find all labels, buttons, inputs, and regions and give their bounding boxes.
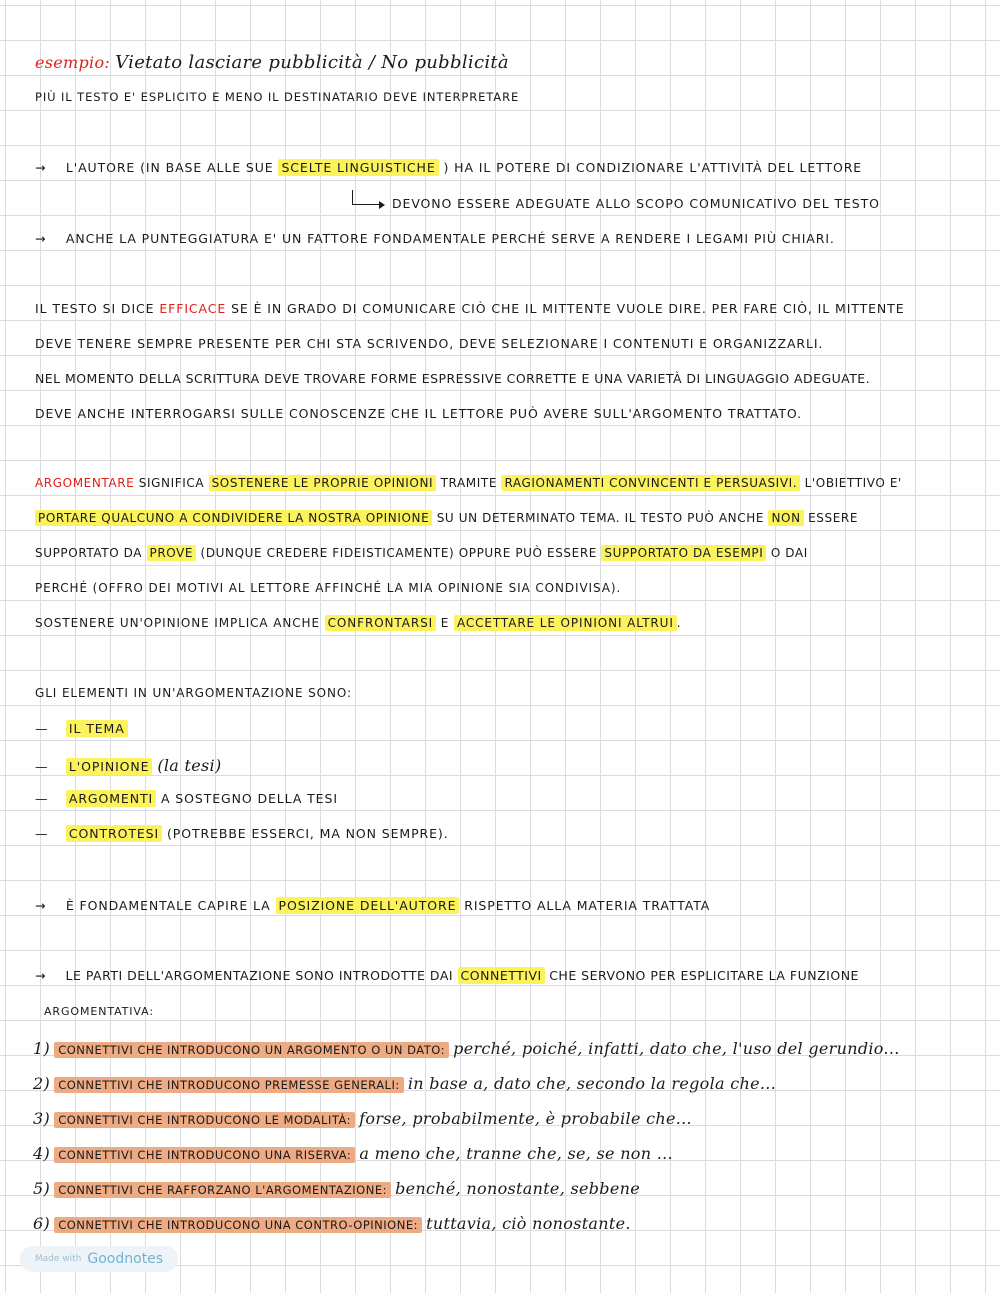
watermark-prefix: Made with [34, 1254, 82, 1264]
note-text: E [440, 616, 450, 630]
goodnotes-watermark [20, 1246, 178, 1272]
dash-icon: — [35, 721, 49, 736]
list-item [35, 826, 449, 841]
note-line [35, 581, 621, 595]
highlight-text: PROVE [147, 545, 197, 561]
examples-text: a meno che, tranne che, se, se non ... [359, 1144, 673, 1163]
connective-item [33, 1214, 631, 1233]
item-number: 4) [33, 1144, 51, 1163]
highlight-text: L'OPINIONE [66, 758, 153, 775]
dash-icon: — [35, 826, 49, 841]
highlight-text: CONNETTIVI CHE RAFFORZANO L'ARGOMENTAZIONE: [54, 1182, 391, 1198]
note-line [35, 406, 802, 421]
highlight-text: SUPPORTATO DA ESEMPI [601, 545, 766, 561]
note-text: NEL MOMENTO DELLA SCRITTURA DEVE TROVARE FORME ESPRESSIVE CORRETTE E UNA VARIETÀ DI LINGUAGGIO ADEGUATE. [35, 371, 871, 386]
example-text: Vietato lasciare pubblicità / No pubblicità [115, 52, 509, 73]
note-text: IL TESTO SI DICE [35, 301, 155, 316]
note-text: L'AUTORE (IN BASE ALLE SUE [65, 160, 274, 175]
watermark-brand: Goodnotes [87, 1251, 164, 1267]
note-line [35, 898, 710, 913]
dash-icon: — [35, 759, 49, 774]
note-text: PIÙ IL TESTO E' ESPLICITO E MENO IL DESTINATARIO DEVE INTERPRETARE [35, 90, 520, 104]
note-line [35, 160, 862, 175]
connective-item [33, 1039, 900, 1058]
note-text: ESSERE [808, 511, 858, 525]
note-text: DEVE ANCHE INTERROGARSI SULLE CONOSCENZE CHE IL LETTORE PUÒ AVERE SULL'ARGOMENTO TRATTATO. [35, 406, 803, 421]
connective-item [33, 1179, 640, 1198]
note-line [35, 686, 352, 700]
keyword-text: ARGOMENTARE [35, 476, 135, 490]
connective-item [33, 1109, 692, 1128]
list-item [35, 756, 222, 775]
arrow-right-icon: → [35, 898, 47, 913]
highlight-text: CONNETTIVI CHE INTRODUCONO LE MODALITÀ: [54, 1112, 355, 1128]
connective-item [33, 1074, 776, 1093]
highlight-text: CONNETTIVI CHE INTRODUCONO PREMESSE GENERALI: [54, 1077, 404, 1093]
arrow-right-icon: → [35, 231, 47, 246]
highlight-text: CONNETTIVI CHE INTRODUCONO UNA RISERVA: [54, 1147, 355, 1163]
highlight-text: CONNETTIVI [458, 967, 545, 984]
item-number: 3) [33, 1109, 51, 1128]
note-text: ANCHE LA PUNTEGGIATURA E' UN FATTORE FONDAMENTALE PERCHÉ SERVE A RENDERE I LEGAMI PIÙ CHIARI. [65, 231, 835, 246]
dash-icon: — [35, 791, 49, 806]
note-text: CHE SERVONO PER ESPLICITARE LA FUNZIONE [549, 968, 859, 983]
highlight-text: SCELTE LINGUISTICHE [278, 159, 438, 176]
note-text: SUPPORTATO DA [35, 546, 143, 560]
item-number: 2) [33, 1074, 51, 1093]
highlight-text: CONTROTESI [66, 825, 162, 842]
note-text: (la tesi) [157, 756, 222, 775]
note-line [35, 546, 808, 560]
note-line [35, 301, 905, 316]
item-number: 6) [33, 1214, 51, 1233]
highlight-text: RAGIONAMENTI CONVINCENTI E PERSUASIVI. [501, 475, 800, 491]
sub-arrow-icon [352, 190, 381, 205]
note-text: RISPETTO ALLA MATERIA TRATTATA [464, 898, 711, 913]
note-line [44, 1005, 154, 1018]
list-item [35, 721, 128, 736]
note-line [35, 231, 835, 246]
highlight-text: NON [768, 510, 803, 526]
note-line [35, 511, 858, 525]
highlight-text: ARGOMENTI [66, 790, 156, 807]
highlight-text: IL TEMA [66, 720, 128, 737]
highlight-text: POSIZIONE DELL'AUTORE [276, 897, 460, 914]
note-text: È FONDAMENTALE CAPIRE LA [65, 898, 271, 913]
examples-text: perché, poiché, infatti, dato che, l'uso del gerundio... [453, 1039, 900, 1058]
example-line [35, 52, 509, 73]
note-text: DEVE TENERE SEMPRE PRESENTE PER CHI STA SCRIVENDO, DEVE SELEZIONARE I CONTENUTI E ORGANIZZARLI. [35, 336, 824, 351]
examples-text: in base a, dato che, secondo la regola che... [407, 1074, 776, 1093]
note-text: (POTREBBE ESSERCI, MA NON SEMPRE). [166, 826, 449, 841]
item-number: 5) [33, 1179, 51, 1198]
note-text: SU UN DETERMINATO TEMA. IL TESTO PUÒ ANCHE [436, 511, 765, 525]
highlight-text: CONNETTIVI CHE INTRODUCONO UN ARGOMENTO O UN DATO: [54, 1042, 449, 1058]
arrow-right-icon: → [35, 160, 47, 175]
note-text: DEVONO ESSERE ADEGUATE ALLO SCOPO COMUNICATIVO DEL TESTO [392, 196, 880, 211]
note-line [392, 196, 880, 211]
note-text: A SOSTEGNO DELLA TESI [160, 791, 338, 806]
highlight-text: ACCETTARE LE OPINIONI ALTRUI [454, 615, 677, 631]
item-number: 1) [33, 1039, 51, 1058]
note-text: SOSTENERE UN'OPINIONE IMPLICA ANCHE [35, 616, 320, 630]
note-line [35, 336, 823, 351]
list-item [35, 791, 338, 806]
note-text: (DUNQUE CREDERE FIDEISTICAMENTE) OPPURE PUÒ ESSERE [200, 546, 597, 560]
connective-item [33, 1144, 673, 1163]
note-text: GLI ELEMENTI IN UN'ARGOMENTAZIONE SONO: [35, 686, 352, 700]
note-text: TRAMITE [440, 476, 498, 490]
keyword-text: EFFICACE [159, 301, 227, 316]
highlight-text: CONFRONTARSI [325, 615, 436, 631]
note-line [35, 616, 682, 630]
arrow-right-icon: → [35, 968, 46, 983]
highlight-text: CONNETTIVI CHE INTRODUCONO UNA CONTRO-OPINIONE: [54, 1217, 422, 1233]
note-text: . [676, 616, 682, 630]
note-text: O DAI [770, 546, 808, 560]
note-line [35, 90, 519, 104]
note-text: ) HA IL POTERE DI CONDIZIONARE L'ATTIVITÀ DEL LETTORE [443, 160, 863, 175]
note-line [35, 371, 870, 386]
note-text: ARGOMENTATIVA: [44, 1005, 154, 1018]
note-text: SE È IN GRADO DI COMUNICARE CIÒ CHE IL MITTENTE VUOLE DIRE. PER FARE CIÒ, IL MITTENTE [231, 301, 905, 316]
note-line [35, 476, 902, 490]
highlight-text: PORTARE QUALCUNO A CONDIVIDERE LA NOSTRA OPINIONE [35, 510, 432, 526]
note-text: LE PARTI DELL'ARGOMENTAZIONE SONO INTRODOTTE DAI [65, 968, 454, 983]
note-text: L'OBIETTIVO E' [804, 476, 902, 490]
note-text: SIGNIFICA [138, 476, 205, 490]
examples-text: tuttavia, ciò nonostante. [426, 1214, 631, 1233]
note-line [35, 968, 859, 983]
highlight-text: SOSTENERE LE PROPRIE OPINIONI [209, 475, 437, 491]
examples-text: forse, probabilmente, è probabile che... [359, 1109, 692, 1128]
note-text: PERCHÉ (OFFRO DEI MOTIVI AL LETTORE AFFINCHÉ LA MIA OPINIONE SIA CONDIVISA). [35, 581, 622, 595]
examples-text: benché, nonostante, sebbene [395, 1179, 640, 1198]
example-label: esempio: [35, 53, 111, 72]
